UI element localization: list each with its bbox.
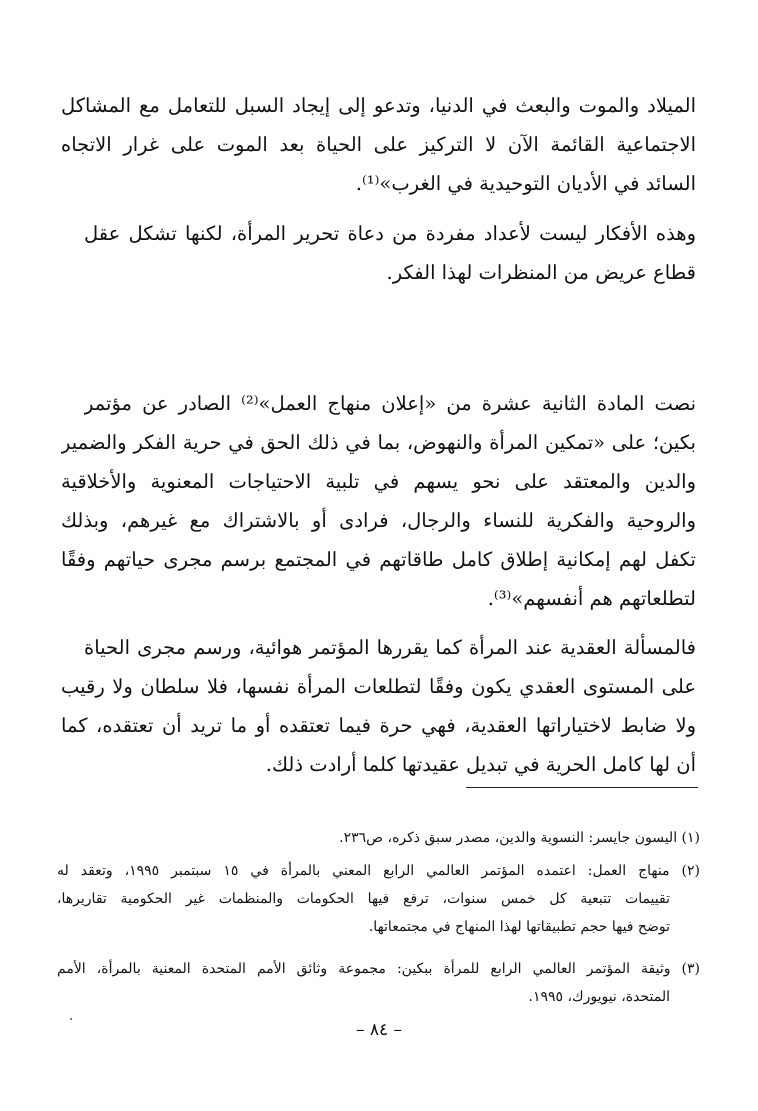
body-line: لتطلعاتهم هم أنفسهم»⁽³⁾. [487, 587, 696, 610]
footnote-2: (٢) منهاج العمل: اعتمده المؤتمر العالمي الرابع المعني بالمرأة في ١٥ سبتمبر ١٩٩٥، وتعقد له [57, 863, 700, 879]
page-number: – ٨٤ – [355, 1020, 403, 1040]
body-line: قطاع عريض من المنظرات لهذا الفكر. [386, 261, 696, 284]
footnote-2-line: تقييمات تتبعية كل خمس سنوات، ترفع فيها الحكومات والمنظمات غير الحكومية تقاريرها، [57, 891, 670, 907]
footnote-separator [466, 787, 698, 788]
body-line: نصت المادة الثانية عشرة من «إعلان منهاج العمل»⁽²⁾ الصادر عن مؤتمر [84, 392, 696, 415]
body-line: وهذه الأفكار ليست لأعداد مفردة من دعاة تحرير المرأة، لكنها تشكل عقل [84, 222, 696, 245]
footnote-3: (٣) وثيقة المؤتمر العالمي الرابع للمرأة ببكين: مجموعة وثائق الأمم المتحدة المعنية بالمرأة، الأمم [57, 961, 700, 977]
body-line: ولا ضابط لاختياراتها العقدية، فهي حرة فيما تعتقده أو ما تريد أن تعتقده، كما [61, 714, 696, 737]
body-line: السائد في الأديان التوحيدية في الغرب»⁽¹⁾. [355, 172, 696, 195]
body-line: الاجتماعية القائمة الآن لا التركيز على الحياة بعد الموت على غرار الاتجاه [61, 133, 696, 156]
body-line: والدين والمعتقد على نحو يسهم في تلبية الاحتياجات المعنوية والأخلاقية [61, 470, 696, 493]
body-line: تكفل لهم إمكانية إطلاق كامل طاقاتهم في المجتمع برسم مجرى حياتهم وفقًا [61, 548, 696, 571]
body-line: والروحية والفكرية للنساء والرجال، فرادى أو بالاشتراك مع غيرهم، وبذلك [61, 509, 696, 532]
body-line: فالمسألة العقدية عند المرأة كما يقررها المؤتمر هوائية، ورسم مجرى الحياة [84, 636, 696, 659]
footnote-1: (١) اليسون جايسر: النسوية والدين، مصدر سبق ذكره، ص٢٣٦. [339, 830, 700, 846]
body-line: بكين؛ على «تمكين المرأة والنهوض، بما في ذلك الحق في حرية الفكر والضمير [61, 431, 696, 454]
body-line: على المستوى العقدي يكون وفقًا لتطلعات المرأة نفسها، فلا سلطان ولا رقيب [61, 675, 696, 698]
footnote-2-line: توضح فيها حجم تطبيقاتها لهذا المنهاج في مجتمعاتها. [368, 919, 670, 935]
footnote-3-line: المتحدة، نيويورك، ١٩٩٥. [528, 989, 670, 1005]
body-line: أن لها كامل الحرية في تبديل عقيدتها كلما أرادت ذلك. [265, 753, 696, 776]
body-line: الميلاد والموت والبعث في الدنيا، وتدعو إلى إيجاد السبل للتعامل مع المشاكل [61, 94, 696, 117]
